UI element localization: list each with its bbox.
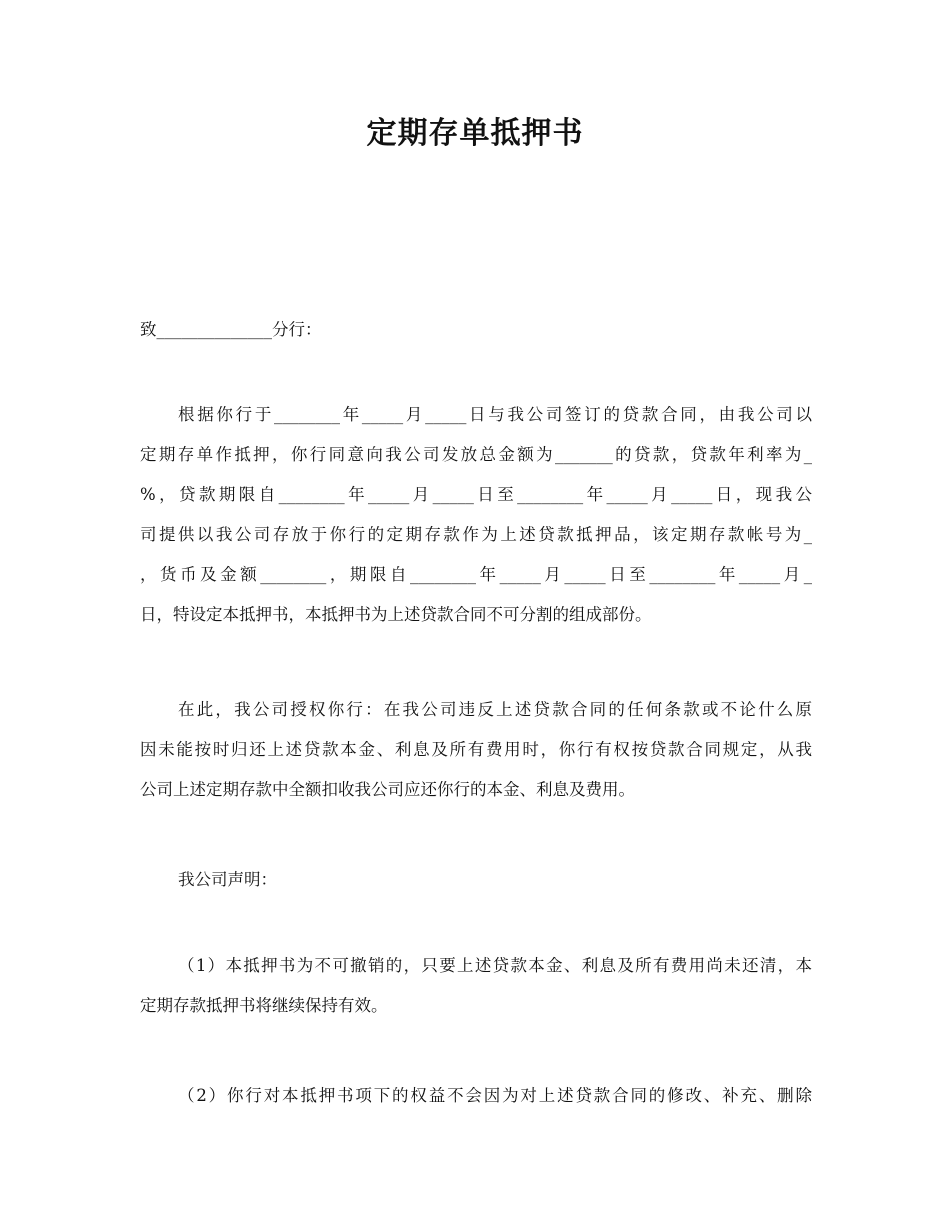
paragraph-line: ，货币及金额________，期限自________年_____月_____日至________年_____月_ xyxy=(140,565,812,584)
paragraph-line: （1）本抵押书为不可撤销的，只要上述贷款本金、利息及所有费用尚未还清，本 xyxy=(178,956,812,975)
paragraph-loan-details xyxy=(140,395,812,635)
paragraph-clause-2 xyxy=(140,1076,812,1116)
paragraph-line: 日，特设定本抵押书，本抵押书为上述贷款合同不可分割的组成部份。 xyxy=(140,605,652,624)
paragraph-clause-1 xyxy=(140,946,812,1026)
paragraph-authorization xyxy=(140,690,812,810)
paragraph-line: 在此，我公司授权你行：在我公司违反上述贷款合同的任何条款或不论什么原 xyxy=(178,700,812,719)
paragraph-line: 定期存单作抵押，你行同意向我公司发放总金额为_______的贷款，贷款年利率为_ xyxy=(140,445,812,464)
paragraph-declaration-heading xyxy=(140,860,812,900)
recipient-line xyxy=(140,310,812,350)
paragraph-line: 定期存款抵押书将继续保持有效。 xyxy=(140,996,388,1015)
paragraph-line: 我公司声明： xyxy=(178,870,277,889)
paragraph-line: 司提供以我公司存放于你行的定期存款作为上述贷款抵押品，该定期存款帐号为_ xyxy=(140,525,812,544)
paragraph-line: （2）你行对本抵押书项下的权益不会因为对上述贷款合同的修改、补充、删除 xyxy=(178,1086,812,1105)
paragraph-line: %，贷款期限自________年_____月_____日至________年_____月_____日，现我公 xyxy=(140,485,812,504)
document-title: 定期存单抵押书 xyxy=(366,116,584,151)
recipient-text: 致______________分行： xyxy=(140,320,322,339)
paragraph-line: 因未能按时归还上述贷款本金、利息及所有费用时，你行有权按贷款合同规定，从我 xyxy=(140,740,812,759)
paragraph-line: 公司上述定期存款中全额扣收我公司应还你行的本金、利息及费用。 xyxy=(140,780,635,799)
paragraph-line: 根据你行于________年_____月_____日与我公司签订的贷款合同，由我公司以 xyxy=(178,405,812,424)
